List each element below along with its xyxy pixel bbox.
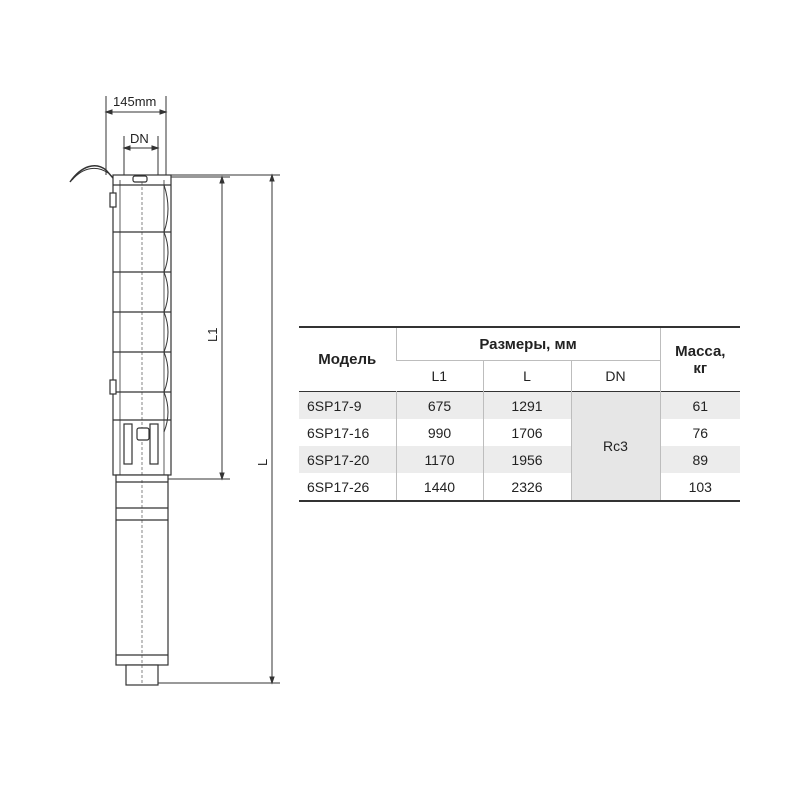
table-row — [299, 419, 740, 446]
cell-mass: 76 — [660, 419, 740, 446]
cell-mass: 89 — [660, 446, 740, 473]
header-model: Модель — [318, 351, 377, 368]
table-row — [299, 473, 740, 501]
cell-model: 6SP17-16 — [307, 424, 370, 441]
cell-l1: 1440 — [396, 473, 483, 501]
cell-dn: Rc3 — [571, 392, 660, 502]
cell-l1: 990 — [396, 419, 483, 446]
cell-l: 2326 — [483, 473, 571, 501]
dim-dn-label: DN — [130, 131, 149, 146]
cell-l: 1956 — [483, 446, 571, 473]
table-header-row — [299, 327, 740, 361]
pump-body — [110, 175, 171, 685]
cell-l: 1291 — [483, 392, 571, 420]
spec-table — [299, 326, 740, 502]
pump-drawing — [0, 0, 290, 800]
cell-model: 6SP17-20 — [299, 446, 396, 473]
cell-l1: 675 — [396, 392, 483, 420]
dimension-l1 — [168, 177, 230, 479]
header-mass-line1: Масса, — [675, 342, 726, 360]
header-mass — [660, 327, 740, 392]
cell-l: 1706 — [483, 419, 571, 446]
header-mass-line2: кг — [693, 359, 708, 377]
cell-model: 6SP17-9 — [299, 392, 396, 420]
subheader-l1: L1 — [396, 361, 483, 392]
cell-mass: 61 — [660, 392, 740, 420]
table-row — [299, 446, 740, 473]
table-row — [299, 392, 740, 420]
dimension-l — [158, 175, 280, 683]
dim-l-label: L — [255, 458, 270, 466]
header-dimensions: Размеры, мм — [396, 327, 660, 361]
subheader-dn: DN — [571, 361, 660, 392]
cell-l1: 1170 — [396, 446, 483, 473]
dim-l1-label: L1 — [205, 327, 220, 342]
cell-mass: 103 — [660, 473, 740, 501]
subheader-l: L — [483, 361, 571, 392]
cell-model: 6SP17-26 — [307, 478, 370, 495]
dim-width-label: 145mm — [113, 94, 157, 109]
